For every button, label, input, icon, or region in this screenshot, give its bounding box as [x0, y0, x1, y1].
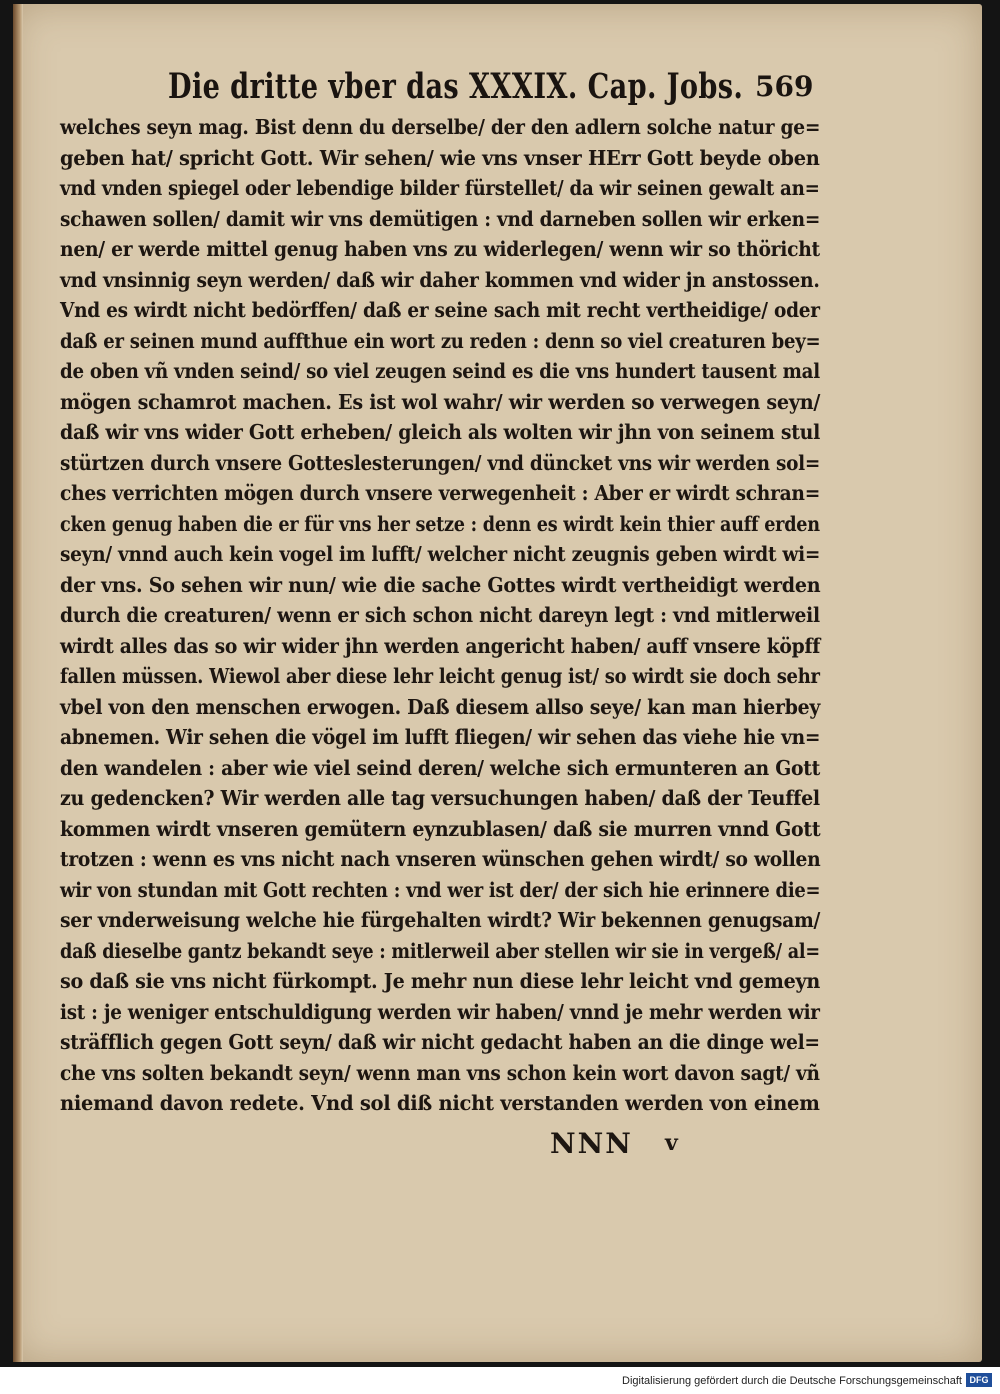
text-line: Vnd es wirdt nicht bedörffen/ daß er seine sach mit recht vertheidige/ oder: [60, 298, 820, 322]
text-line: schawen sollen/ damit wir vns demütigen : vnd darneben sollen wir erken=: [60, 206, 821, 231]
running-head: Die dritte vber das XXXIX. Cap. Jobs.: [168, 66, 744, 107]
text-line: sträfflich gegen Gott seyn/ daß wir nicht gedacht haben an die dinge wel=: [60, 1030, 820, 1054]
text-line: wir von stundan mit Gott rechten : vnd wer ist der/ der sich hie erinnere die=: [60, 877, 821, 902]
text-line: abnemen. Wir sehen die vögel im lufft fliegen/ wir sehen das viehe hie vn=: [60, 725, 821, 749]
signature-mark: NNN: [550, 1127, 633, 1160]
text-line: durch die creaturen/ wenn er sich schon nicht dareyn legt : vnd mitlerweil: [60, 603, 820, 627]
text-line: nen/ er werde mittel genug haben vns zu widerlegen/ wenn wir so thöricht: [60, 237, 820, 261]
text-line: der vns. So sehen wir nun/ wie die sache Gottes wirdt vertheidigt werden: [60, 572, 821, 597]
text-line: geben hat/ spricht Gott. Wir sehen/ wie vns vnser HErr Gott beyde oben: [60, 145, 820, 170]
text-line: mögen schamrot machen. Es ist wol wahr/ wir werden so verwegen seyn/: [60, 389, 821, 414]
dfg-logo-icon: DFG: [966, 1373, 992, 1387]
text-line: vnd vnsinnig seyn werden/ daß wir daher kommen vnd wider jn anstossen.: [60, 267, 820, 292]
text-line: ches verrichten mögen durch vnsere verwegenheit : Aber er wirdt schran=: [60, 481, 821, 505]
text-line: den wandelen : aber wie viel seind deren/ welche sich ermunteren an Gott: [60, 755, 821, 780]
text-line: welches seyn mag. Bist denn du derselbe/ der den adlern solche natur ge=: [60, 115, 821, 139]
text-line: che vns solten bekandt seyn/ wenn man vns schon kein wort davon sagt/ vñ: [60, 1060, 820, 1085]
footer-bar: [0, 1367, 1000, 1394]
footer-credit: Digitalisierung gefördert durch die Deutsche Forschungsgemeinschaft: [622, 1375, 962, 1387]
text-line: vbel von den menschen erwogen. Daß diesem allso seye/ kan man hierbey: [60, 694, 821, 719]
text-line: niemand davon redete. Vnd sol diß nicht verstanden werden von einem: [60, 1091, 820, 1115]
text-line: daß wir vns wider Gott erheben/ gleich als wolten wir jhn von seinem stul: [60, 420, 821, 444]
catchword: v: [665, 1130, 678, 1156]
text-line: trotzen : wenn es vns nicht nach vnseren wünschen gehen wirdt/ so wollen: [60, 847, 821, 871]
text-line: kommen wirdt vnseren gemütern eynzublasen/ daß sie murren vnnd Gott: [60, 816, 821, 841]
body-text: [60, 112, 820, 1119]
text-line: ist : je weniger entschuldigung werden wir haben/ vnnd je mehr werden wir: [60, 999, 820, 1024]
text-line: daß er seinen mund auffthue ein wort zu reden : denn so viel creaturen bey=: [60, 328, 821, 353]
text-line: vnd vnden spiegel oder lebendige bilder fürstellet/ da wir seinen gewalt an=: [60, 176, 820, 200]
text-line: fallen müssen. Wiewol aber diese lehr leicht genug ist/ so wirdt sie doch sehr: [60, 664, 820, 688]
text-line: de oben vñ vnden seind/ so viel zeugen seind es die vns hundert tausent mal: [60, 359, 820, 383]
page-binding-edge: [13, 4, 23, 1362]
text-line: zu gedencken? Wir werden alle tag versuchungen haben/ daß der Teuffel: [60, 786, 820, 810]
text-line: daß dieselbe gantz bekandt seye : mitlerweil aber stellen wir sie in vergeß/ al=: [60, 938, 820, 963]
text-line: seyn/ vnnd auch kein vogel im lufft/ welcher nicht zeugnis geben wirdt wi=: [60, 542, 821, 566]
text-line: stürtzen durch vnsere Gotteslesterungen/ vnd düncket vns wir werden sol=: [60, 450, 821, 475]
text-line: cken genug haben die er für vns her setze : denn es wirdt kein thier auff erden: [60, 511, 820, 536]
text-line: so daß sie vns nicht fürkompt. Je mehr nun diese lehr leicht vnd gemeyn: [60, 969, 820, 993]
text-line: ser vnderweisung welche hie fürgehalten wirdt? Wir bekennen genugsam/: [60, 908, 821, 932]
text-line: wirdt alles das so wir wider jhn werden angericht haben/ auff vnsere köpff: [60, 633, 821, 658]
page-number: 569: [755, 70, 814, 103]
